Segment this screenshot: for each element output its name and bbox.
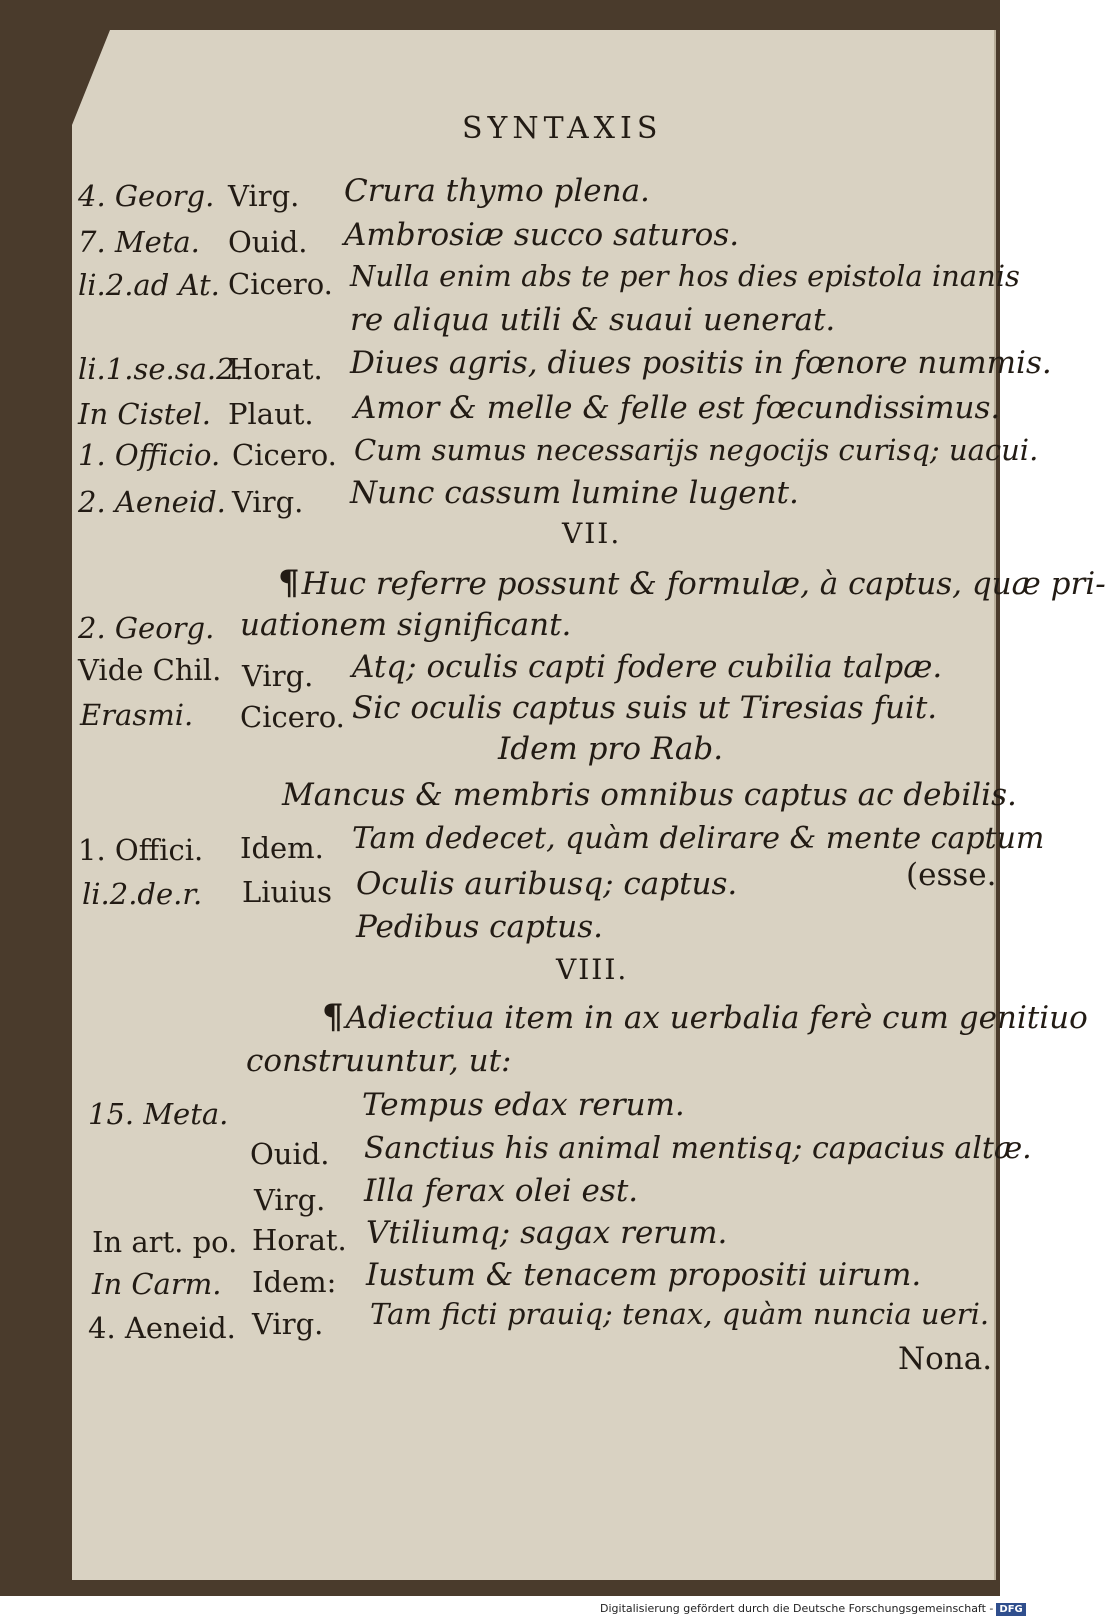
margin-reference: li.2.de.r. bbox=[82, 877, 203, 911]
margin-reference: 2. Aeneid. bbox=[78, 485, 226, 519]
quote-line: Nulla enim abs te per hos dies epistola inanis bbox=[350, 259, 1020, 293]
section-intro-continued: construuntur, ut: bbox=[246, 1043, 512, 1079]
digitization-footer: Digitalisierung gefördert durch die Deutsche Forschungsgemeinschaft - DFG bbox=[600, 1602, 996, 1620]
quote-line: Sanctius his animal mentisq; capacius altæ. bbox=[364, 1131, 1032, 1166]
pilcrow-icon: ¶ bbox=[322, 997, 344, 1037]
running-header: SYNTAXIS bbox=[462, 111, 663, 146]
author-label: Idem: bbox=[252, 1265, 337, 1299]
author-label: Virg. bbox=[242, 659, 314, 693]
author-label: Horat. bbox=[252, 1223, 347, 1257]
margin-reference: In art. po. bbox=[92, 1225, 238, 1259]
quote-line: Oculis auribusq; captus. bbox=[356, 866, 738, 902]
quote-line: Vtiliumq; sagax rerum. bbox=[366, 1215, 728, 1251]
quote-line: Ambrosiæ succo saturos. bbox=[344, 217, 740, 253]
author-label: Virg. bbox=[232, 485, 304, 519]
margin-reference: 1. Officio. bbox=[78, 438, 221, 472]
author-label: Plaut. bbox=[228, 397, 314, 431]
margin-reference: 1. Offici. bbox=[78, 833, 204, 867]
quote-line: Diues agris, diues positis in fœnore nummis. bbox=[350, 345, 1052, 381]
author-label: Virg. bbox=[228, 179, 300, 213]
margin-reference: 4. Georg. bbox=[78, 179, 215, 213]
quote-line: Sic oculis captus suis ut Tiresias fuit. bbox=[352, 690, 938, 726]
author-label: Cicero. bbox=[232, 438, 337, 472]
quote-line: Tam dedecet, quàm delirare & mente captum bbox=[352, 821, 1045, 856]
margin-reference: 15. Meta. bbox=[88, 1097, 229, 1131]
line-overflow: (esse. bbox=[906, 857, 997, 893]
author-label: Cicero. bbox=[240, 700, 345, 734]
quote-line: Tempus edax rerum. bbox=[362, 1087, 685, 1123]
quote-line: re aliqua utili & suaui uenerat. bbox=[350, 302, 836, 338]
margin-reference: li.1.se.sa.2. bbox=[78, 352, 244, 386]
pilcrow-icon: ¶ bbox=[278, 563, 300, 603]
margin-reference: li.2.ad At. bbox=[78, 268, 220, 302]
author-label: Ouid. bbox=[228, 225, 308, 259]
quote-line: Amor & melle & felle est fœcundissimus. bbox=[354, 390, 1001, 426]
author-label: Ouid. bbox=[250, 1137, 330, 1171]
author-label: Virg. bbox=[252, 1307, 324, 1341]
margin-reference: Erasmi. bbox=[80, 698, 194, 732]
section-numeral: VII. bbox=[562, 517, 622, 550]
section-intro-continued: uationem significant. bbox=[240, 607, 572, 643]
section-intro bbox=[278, 563, 1106, 603]
author-label: Idem. bbox=[240, 831, 324, 865]
margin-reference: 4. Aeneid. bbox=[88, 1311, 236, 1345]
section-numeral: VIII. bbox=[556, 953, 629, 986]
author-label: Cicero. bbox=[228, 267, 333, 301]
margin-reference: In Cistel. bbox=[78, 397, 212, 431]
centered-reference: Idem pro Rab. bbox=[498, 731, 724, 767]
section-intro-text: Adiectiua item in ax uerbalia ferè cum genitiuo bbox=[345, 1000, 1088, 1036]
centered-quote: Mancus & membris omnibus captus ac debilis. bbox=[282, 777, 1017, 813]
quote-line: Tam ficti prauiq; tenax, quàm nuncia ueri. bbox=[370, 1297, 990, 1331]
margin-reference: Vide Chil. bbox=[78, 653, 222, 687]
quote-line: Pedibus captus. bbox=[356, 909, 604, 945]
margin-reference: In Carm. bbox=[92, 1267, 222, 1301]
author-label: Liuius bbox=[242, 875, 333, 909]
dfg-logo: DFG bbox=[996, 1603, 1025, 1616]
author-label: Virg. bbox=[254, 1183, 326, 1217]
margin-reference: 7. Meta. bbox=[78, 225, 200, 259]
quote-line: Crura thymo plena. bbox=[344, 173, 650, 209]
margin-reference: 2. Georg. bbox=[78, 611, 215, 645]
quote-line: Cum sumus necessarijs negocijs curisq; uacui. bbox=[354, 433, 1039, 467]
section-intro-text: Huc referre possunt & formulæ, à captus, quæ pri- bbox=[301, 566, 1106, 602]
quote-line: Illa ferax olei est. bbox=[364, 1173, 639, 1209]
quote-line: Nunc cassum lumine lugent. bbox=[350, 475, 799, 511]
quote-line: Atq; oculis capti fodere cubilia talpæ. bbox=[352, 649, 943, 685]
footer-text: Digitalisierung gefördert durch die Deutsche Forschungsgemeinschaft bbox=[600, 1602, 986, 1615]
catchword: Nona. bbox=[898, 1341, 993, 1377]
author-label: Horat. bbox=[228, 352, 323, 386]
quote-line: Iustum & tenacem propositi uirum. bbox=[366, 1257, 922, 1293]
section-intro bbox=[322, 997, 1088, 1037]
